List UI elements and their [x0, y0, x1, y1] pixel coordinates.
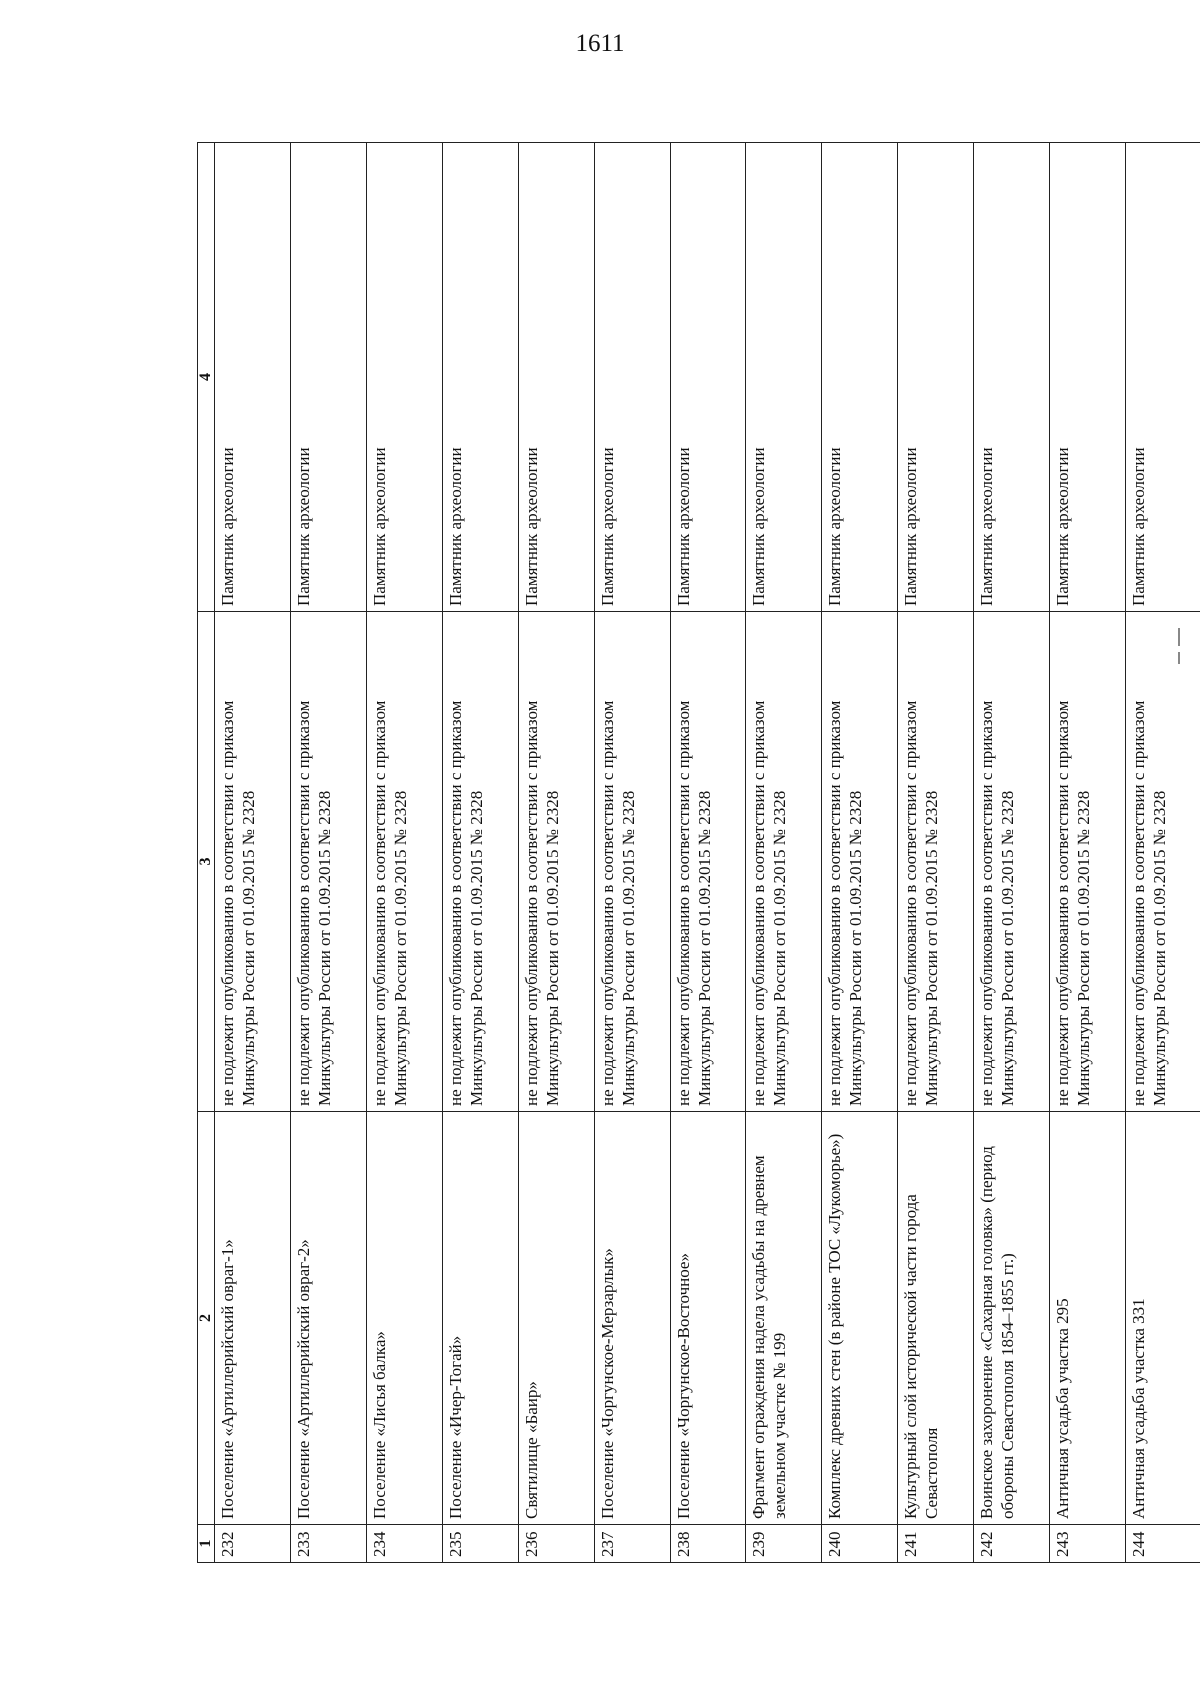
row-number: 234	[366, 1525, 442, 1563]
object-type: Памятник археологии	[518, 143, 594, 612]
object-type: Памятник археологии	[898, 143, 974, 612]
header-col-1: 1	[198, 1525, 215, 1563]
document-info: не подлежит опубликованию в соответствии с приказом Минкультуры России от 01.09.2015 № 2328	[898, 612, 974, 1112]
object-type: Памятник археологии	[594, 143, 670, 612]
document-info: не подлежит опубликованию в соответствии с приказом Минкультуры России от 01.09.2015 № 2328	[974, 612, 1050, 1112]
object-type: Памятник археологии	[1126, 143, 1200, 612]
header-col-2: 2	[198, 1112, 215, 1525]
object-type: Памятник археологии	[442, 143, 518, 612]
document-info: не подлежит опубликованию в соответствии с приказом Минкультуры России от 01.09.2015 № 2328	[290, 612, 366, 1112]
object-type: Памятник археологии	[1050, 143, 1126, 612]
row-number: 237	[594, 1525, 670, 1563]
header-col-4: 4	[198, 143, 215, 612]
table-row	[670, 143, 746, 1563]
row-number: 236	[518, 1525, 594, 1563]
object-name: Античная усадьба участка 331	[1126, 1112, 1200, 1525]
table-row	[366, 143, 442, 1563]
document-info: не подлежит опубликованию в соответствии с приказом Минкультуры России от 01.09.2015 № 2328	[442, 612, 518, 1112]
object-name: Культурный слой исторической части города Севастополя	[898, 1112, 974, 1525]
object-name: Поселение «Ичер-Тогай»	[442, 1112, 518, 1525]
scan-mark	[1178, 628, 1180, 646]
header-row	[198, 143, 215, 1563]
table-row	[594, 143, 670, 1563]
rotated-table-container	[197, 143, 1200, 1563]
object-type: Памятник археологии	[746, 143, 822, 612]
object-type: Памятник археологии	[215, 143, 291, 612]
object-name: Поселение «Артиллерийский овраг-1»	[215, 1112, 291, 1525]
document-info: не подлежит опубликованию в соответствии с приказом Минкультуры России от 01.09.2015 № 2328	[746, 612, 822, 1112]
scan-mark	[1178, 652, 1180, 664]
table-row	[1050, 143, 1126, 1563]
table-row	[974, 143, 1050, 1563]
page-number: 1611	[575, 30, 625, 57]
row-number: 239	[746, 1525, 822, 1563]
document-info: не подлежит опубликованию в соответствии с приказом Минкультуры России от 01.09.2015 № 2328	[518, 612, 594, 1112]
object-name: Античная усадьба участка 295	[1050, 1112, 1126, 1525]
document-info: не подлежит опубликованию в соответствии с приказом Минкультуры России от 01.09.2015 № 2328	[670, 612, 746, 1112]
table-row	[518, 143, 594, 1563]
table-row	[898, 143, 974, 1563]
row-number: 235	[442, 1525, 518, 1563]
table-row	[215, 143, 291, 1563]
header-col-3: 3	[198, 612, 215, 1112]
table-row	[442, 143, 518, 1563]
document-info: не подлежит опубликованию в соответствии с приказом Минкультуры России от 01.09.2015 № 2328	[822, 612, 898, 1112]
row-number: 241	[898, 1525, 974, 1563]
row-number: 232	[215, 1525, 291, 1563]
row-number: 240	[822, 1525, 898, 1563]
object-name: Святилище «Баир»	[518, 1112, 594, 1525]
document-info: не подлежит опубликованию в соответствии с приказом Минкультуры России от 01.09.2015 № 2328	[215, 612, 291, 1112]
object-name: Поселение «Чоргунское-Мерзарлык»	[594, 1112, 670, 1525]
document-info: не подлежит опубликованию в соответствии с приказом Минкультуры России от 01.09.2015 № 2328	[1050, 612, 1126, 1112]
object-type: Памятник археологии	[366, 143, 442, 612]
object-name: Поселение «Чоргунское-Восточное»	[670, 1112, 746, 1525]
monuments-table	[197, 142, 1200, 1563]
row-number: 243	[1050, 1525, 1126, 1563]
table-row	[822, 143, 898, 1563]
object-type: Памятник археологии	[290, 143, 366, 612]
document-info: не подлежит опубликованию в соответствии с приказом Минкультуры России от 01.09.2015 № 2328	[1126, 612, 1200, 1112]
object-name: Поселение «Лисья балка»	[366, 1112, 442, 1525]
object-name: Поселение «Артиллерийский овраг-2»	[290, 1112, 366, 1525]
row-number: 244	[1126, 1525, 1200, 1563]
object-type: Памятник археологии	[670, 143, 746, 612]
row-number: 238	[670, 1525, 746, 1563]
document-info: не подлежит опубликованию в соответствии с приказом Минкультуры России от 01.09.2015 № 2328	[366, 612, 442, 1112]
object-name: Воинское захоронение «Сахарная головка» (период обороны Севастополя 1854–1855 гг.)	[974, 1112, 1050, 1525]
table-row	[1126, 143, 1200, 1563]
object-name: Фрагмент ограждения надела усадьбы на древнем земельном участке № 199	[746, 1112, 822, 1525]
table-row	[290, 143, 366, 1563]
object-type: Памятник археологии	[974, 143, 1050, 612]
row-number: 242	[974, 1525, 1050, 1563]
row-number: 233	[290, 1525, 366, 1563]
table-row	[746, 143, 822, 1563]
object-type: Памятник археологии	[822, 143, 898, 612]
document-info: не подлежит опубликованию в соответствии с приказом Минкультуры России от 01.09.2015 № 2328	[594, 612, 670, 1112]
object-name: Комплекс древних стен (в районе ТОС «Лукоморье»)	[822, 1112, 898, 1525]
